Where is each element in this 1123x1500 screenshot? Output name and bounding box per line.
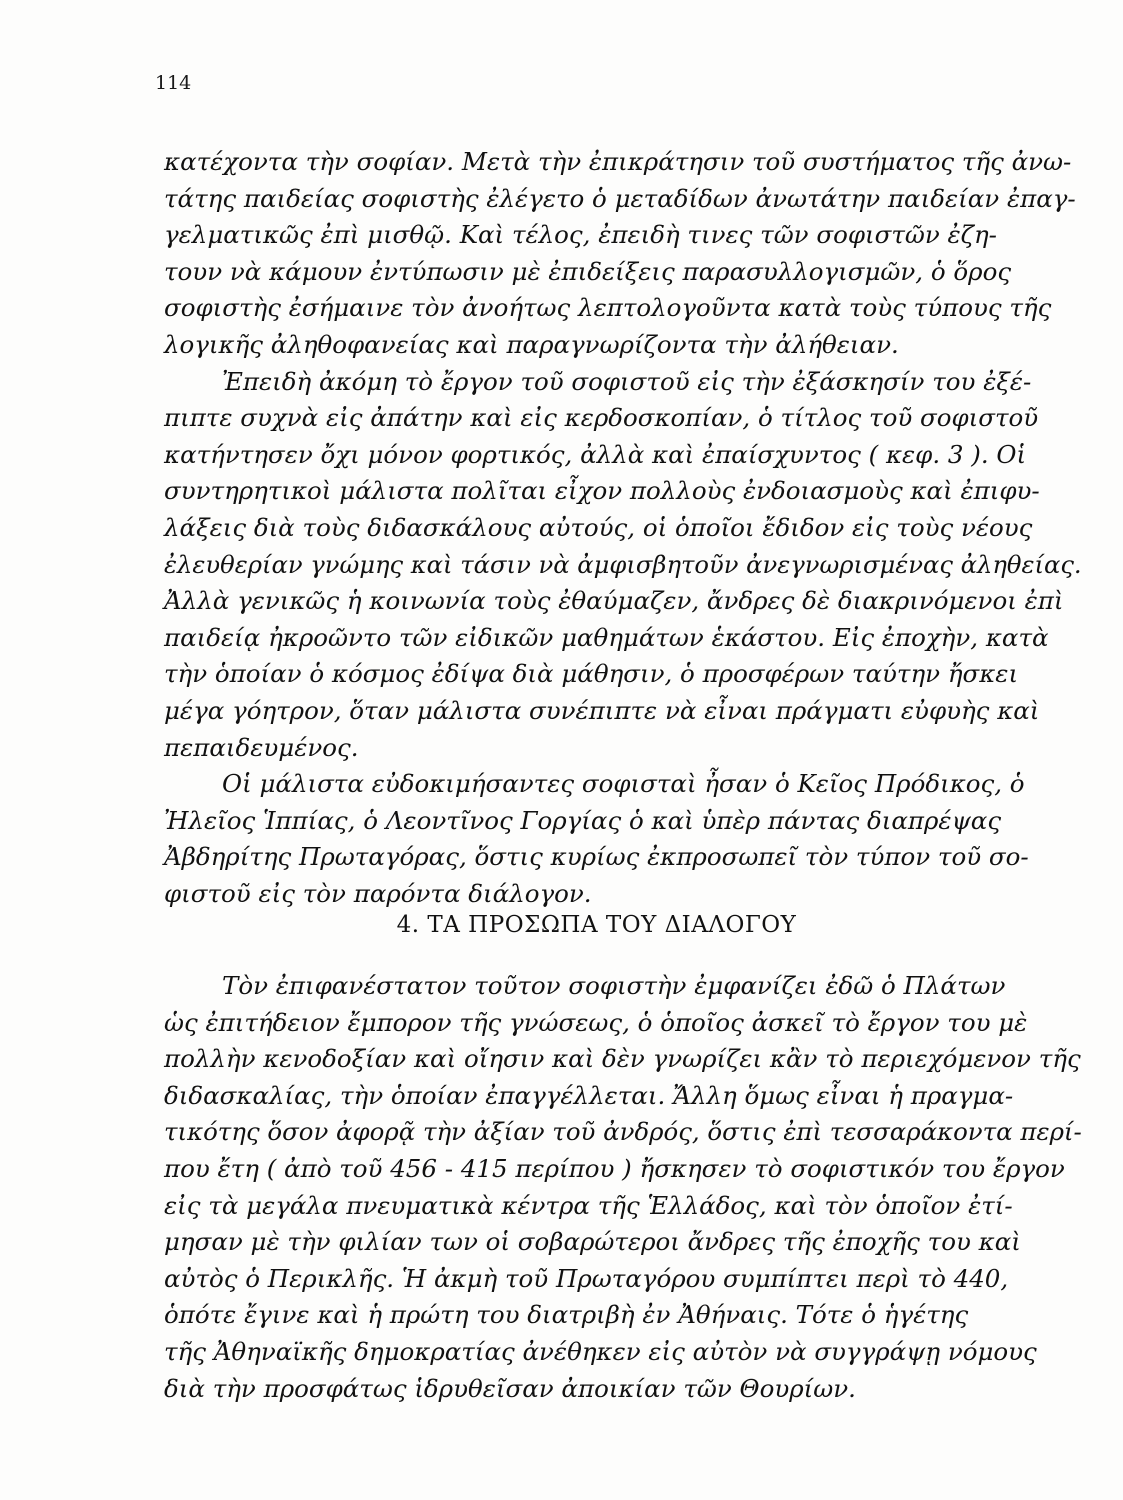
text-line: πεπαιδευμένος. xyxy=(164,732,359,762)
text-line: πιπτε συχνὰ εἰς ἀπάτην καὶ εἰς κερδοσκοπίαν, ὁ τίτλος τοῦ σοφιστοῦ xyxy=(164,403,1039,433)
text-line: αὐτὸς ὁ Περικλῆς. Ἡ ἀκμὴ τοῦ Πρωταγόρου συμπίπτει περὶ τὸ 440, xyxy=(164,1263,1009,1293)
text-line: Ἠλεῖος Ἱππίας, ὁ Λεοντῖνος Γοργίας ὁ καὶ ὑπὲρ πάντας διαπρέψας xyxy=(164,805,1002,835)
text-line: πολλὴν κενοδοξίαν καὶ οἴησιν καὶ δὲν γνωρίζει κἂν τὸ περιεχόμενον τῆς xyxy=(164,1044,1081,1074)
text-line: τουν νὰ κάμουν ἐντύπωσιν μὲ ἐπιδείξεις παρασυλλογισμῶν, ὁ ὅρος xyxy=(164,256,1012,286)
text-line: ὁπότε ἔγινε καὶ ἡ πρώτη του διατριβὴ ἐν Ἀθήναις. Τότε ὁ ἡγέτης xyxy=(164,1300,969,1330)
text-line: διὰ τὴν προσφάτως ἱδρυθεῖσαν ἀποικίαν τῶν Θουρίων. xyxy=(164,1373,856,1403)
text-line: κατέχοντα τὴν σοφίαν. Μετὰ τὴν ἐπικράτησιν τοῦ συστήματος τῆς ἀνω- xyxy=(164,147,1072,176)
text-line: τάτης παιδείας σοφιστὴς ἐλέγετο ὁ μεταδίδων ἀνωτάτην παιδείαν ἐπαγ- xyxy=(164,183,1076,213)
text-line: Τὸν ἐπιφανέστατον τοῦτον σοφιστὴν ἐμφανίζει ἐδῶ ὁ Πλάτων xyxy=(222,971,1006,1000)
text-line: τικότης ὅσον ἀφορᾷ τὴν ἀξίαν τοῦ ἀνδρός, ὅστις ἐπὶ τεσσαράκοντα περί- xyxy=(164,1117,1082,1147)
text-line: μησαν μὲ τὴν φιλίαν των οἱ σοβαρώτεροι ἄνδρες τῆς ἐποχῆς του καὶ xyxy=(164,1227,1021,1257)
text-line: παιδείᾳ ἠκροῶντο τῶν εἰδικῶν μαθημάτων ἑκάστου. Εἰς ἐποχὴν, κατὰ xyxy=(164,622,1049,652)
text-line: τῆς Ἀθηναϊκῆς δημοκρατίας ἀνέθηκεν εἰς αὐτὸν νὰ συγγράψῃ νόμους xyxy=(164,1337,1037,1366)
text-line: λάξεις διὰ τοὺς διδασκάλους αὐτούς, οἱ ὁποῖοι ἔδιδον εἰς τοὺς νέους xyxy=(164,513,1033,542)
text-line: ὡς ἐπιτήδειον ἔμπορον τῆς γνώσεως, ὁ ὁποῖος ἀσκεῖ τὸ ἔργον του μὲ xyxy=(164,1007,1028,1037)
text-line: σοφιστὴς ἐσήμαινε τὸν ἀνοήτως λεπτολογοῦντα κατὰ τοὺς τύπους τῆς xyxy=(164,293,1052,323)
text-line: μέγα γόητρον, ὅταν μάλιστα συνέπιπτε νὰ εἶναι πράγματι εὐφυὴς καὶ xyxy=(164,696,1040,725)
text-line: Ἐπειδὴ ἀκόμη τὸ ἔργον τοῦ σοφιστοῦ εἰς τὴν ἐξάσκησίν του ἐξέ- xyxy=(222,366,1032,396)
text-line: συντηρητικοὶ μάλιστα πολῖται εἶχον πολλοὺς ἐνδοιασμοὺς καὶ ἐπιφυ- xyxy=(164,476,1040,506)
text-line: τὴν ὁποίαν ὁ κόσμος ἐδίψα διὰ μάθησιν, ὁ προσφέρων ταύτην ἤσκει xyxy=(164,659,1019,689)
text-line: Οἱ μάλιστα εὐδοκιμήσαντες σοφισταὶ ἦσαν ὁ Κεῖος Πρόδικος, ὁ xyxy=(222,769,1025,799)
text-line: που ἔτη ( ἀπὸ τοῦ 456 - 415 περίπου ) ἤσκησεν τὸ σοφιστικόν του ἔργον xyxy=(164,1154,1065,1183)
text-line: γελματικῶς ἐπὶ μισθῷ. Καὶ τέλος, ἐπειδὴ τινες τῶν σοφιστῶν ἐζη- xyxy=(164,220,997,250)
text-line: ἐλευθερίαν γνώμης καὶ τάσιν νὰ ἀμφισβητοῦν ἀνεγνωρισμένας ἀληθείας. xyxy=(164,549,1082,579)
text-line: κατήντησεν ὄχι μόνον φορτικός, ἀλλὰ καὶ ἐπαίσχυντος ( κεφ. 3 ). Οἱ xyxy=(164,439,1027,469)
page-number: 114 xyxy=(155,72,192,94)
text-line: Ἀλλὰ γενικῶς ἡ κοινωνία τοὺς ἐθαύμαζεν, ἄνδρες δὲ διακρινόμενοι ἐπὶ xyxy=(164,586,1064,616)
text-line: λογικῆς ἀληθοφανείας καὶ παραγνωρίζοντα τὴν ἀλήθειαν. xyxy=(164,330,899,359)
text-line: Ἀβδηρίτης Πρωταγόρας, ὅστις κυρίως ἐκπροσωπεῖ τὸν τύπον τοῦ σο- xyxy=(164,842,1029,872)
text-line: διδασκαλίας, τὴν ὁποίαν ἐπαγγέλλεται. Ἄλλη ὅμως εἶναι ἡ πραγμα- xyxy=(164,1080,1014,1110)
text-line: εἰς τὰ μεγάλα πνευματικὰ κέντρα τῆς Ἑλλάδος, καὶ τὸν ὁποῖον ἐτί- xyxy=(164,1190,1013,1220)
text-line: φιστοῦ εἰς τὸν παρόντα διάλογον. xyxy=(164,879,592,908)
section-heading: 4. ΤΑ ΠΡΟΣΩΠΑ ΤΟΥ ΔΙΑΛΟΓΟΥ xyxy=(396,912,797,938)
